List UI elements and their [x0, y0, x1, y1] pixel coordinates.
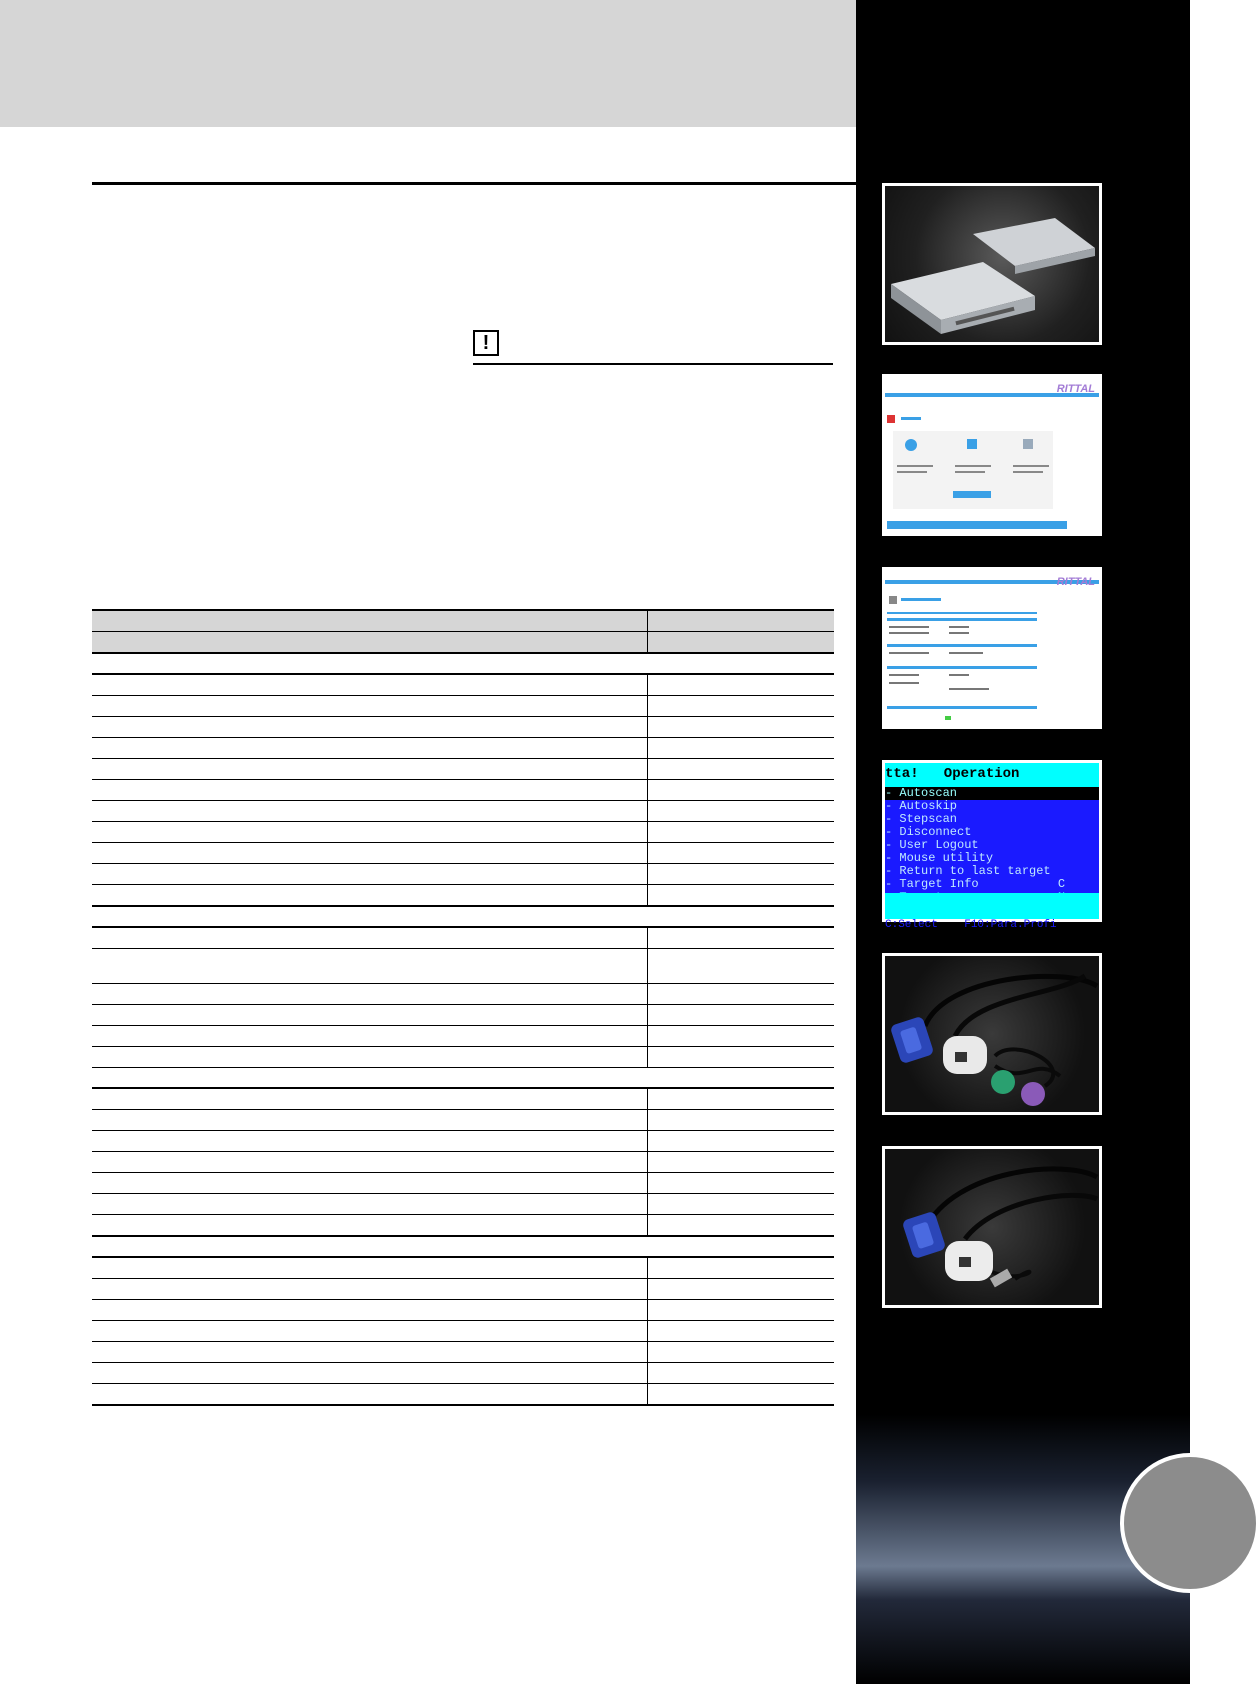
table-row [92, 696, 834, 717]
usb-adapter-image [885, 1149, 1099, 1305]
osd-item-disconnect: - Disconnect [885, 825, 972, 839]
table-header-row [92, 610, 834, 632]
table-row [92, 1321, 834, 1342]
table-row [92, 1026, 834, 1047]
osd-item-autoskip: - Autoskip [885, 799, 958, 813]
table-row [92, 1110, 834, 1131]
cpu-module-ps2-image [882, 953, 1102, 1115]
osd-item-autoscan: - Autoscan [885, 787, 1099, 800]
table-header-row [92, 632, 834, 654]
web-interface-details-image [882, 567, 1102, 729]
table-row [92, 1088, 834, 1110]
spec-table [92, 609, 834, 1406]
osd-item-stepscan: - Stepscan [885, 812, 958, 826]
osd-footer [885, 893, 1099, 931]
table-group-row [92, 906, 834, 927]
table-row [92, 1342, 834, 1363]
web-start-layout [885, 377, 1099, 533]
table-row [92, 864, 834, 885]
table-row [92, 1363, 834, 1384]
table-group-row [92, 1236, 834, 1257]
table-row [92, 674, 834, 696]
table-row [92, 949, 834, 984]
page-number-tab [1120, 1453, 1260, 1593]
table-row [92, 1384, 834, 1406]
table-row [92, 843, 834, 864]
kvm-switch-image [885, 186, 1099, 342]
table-row [92, 1215, 834, 1237]
table-row [92, 822, 834, 843]
osd-item-return-last-target: - Return to last target [885, 864, 1051, 878]
ui-logo: RITTAL [1056, 576, 1095, 588]
table-row [92, 1005, 834, 1026]
table-row [92, 1279, 834, 1300]
notice-rule [473, 363, 833, 365]
ui-logo: RITTAL [1056, 383, 1095, 395]
osd-menu-list [885, 787, 1099, 904]
table-row [92, 738, 834, 759]
ps2-adapter-image [885, 956, 1099, 1112]
cpu-module-usb-image [882, 1146, 1102, 1308]
web-interface-start-image [882, 374, 1102, 536]
table-row [92, 927, 834, 949]
table-group-row [92, 653, 834, 674]
table-row [92, 1152, 834, 1173]
table-row [92, 1300, 834, 1321]
exclamation-icon: ! [473, 330, 499, 356]
product-image-switches [882, 183, 1102, 345]
web-details-layout [885, 570, 1099, 726]
header-band [0, 0, 856, 127]
osd-item-user-logout: - User Logout [885, 838, 979, 852]
table-group-row [92, 1068, 834, 1089]
table-row [92, 717, 834, 738]
osd-item-target-info: - Target Info C [885, 877, 1066, 891]
table-row [92, 1194, 834, 1215]
table-row [92, 1131, 834, 1152]
table-row [92, 1047, 834, 1068]
table-row [92, 1173, 834, 1194]
table-row [92, 780, 834, 801]
notice-box [473, 330, 833, 365]
osd-header: tta! Operation [885, 763, 1099, 787]
table-row [92, 801, 834, 822]
table-row [92, 759, 834, 780]
table-row [92, 1257, 834, 1279]
section-rule [92, 182, 856, 185]
table-row [92, 885, 834, 907]
table-row [92, 984, 834, 1005]
osd-menu-image [882, 760, 1102, 931]
osd-item-mouse-utility: - Mouse utility [885, 851, 994, 865]
osd-footer-line-1: C:Select F10:Para.Profi [885, 919, 1057, 931]
